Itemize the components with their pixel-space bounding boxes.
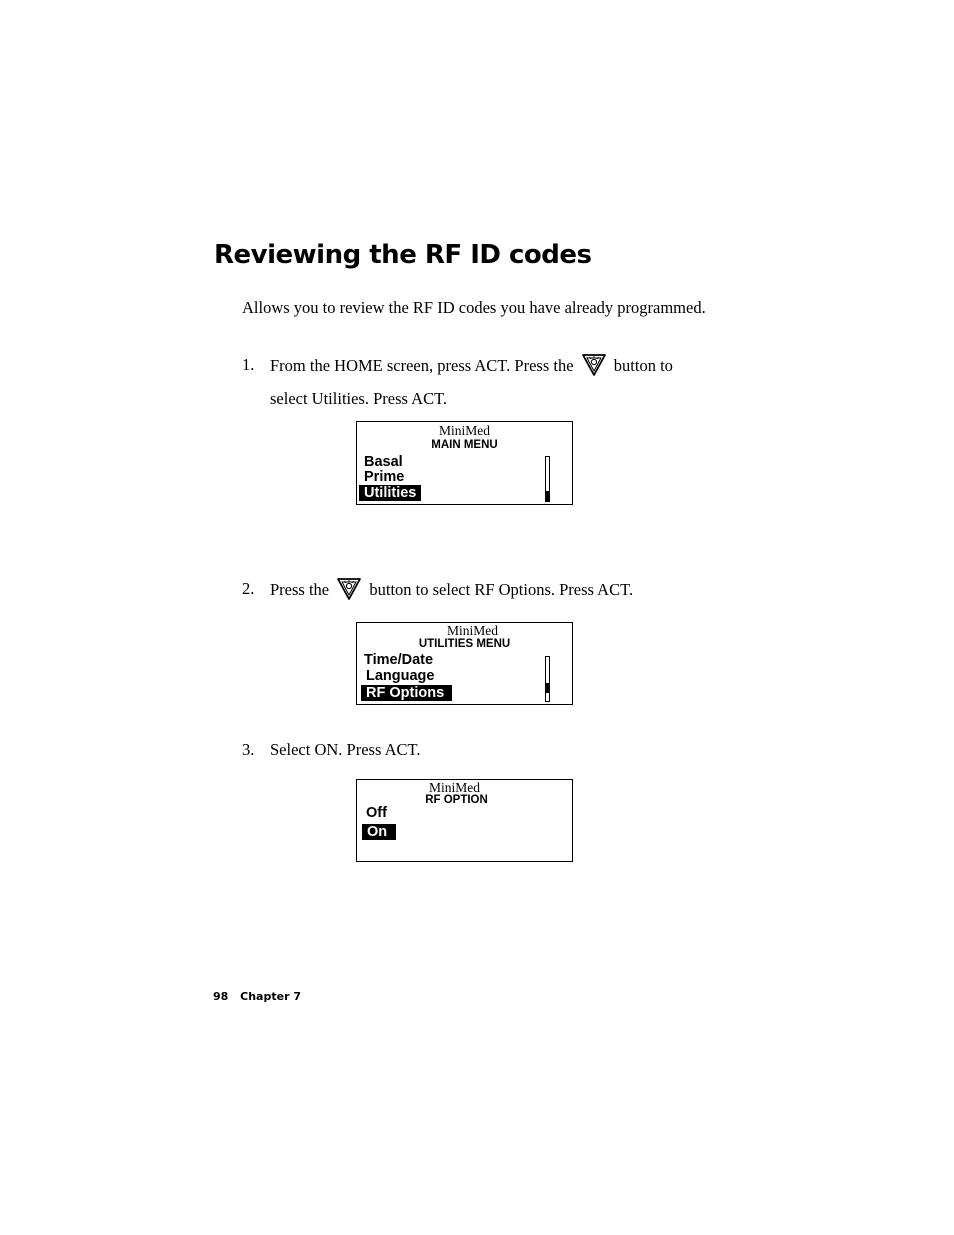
step-text <box>270 351 712 412</box>
menu-item-language[interactable]: Language <box>366 668 435 684</box>
menu-item-prime[interactable]: Prime <box>364 469 405 485</box>
step-1 <box>242 351 712 412</box>
step-number: 1. <box>242 355 255 374</box>
screen-brand: MiniMed <box>438 423 490 438</box>
step-text-before: From the HOME screen, press ACT. Press the <box>270 356 574 375</box>
step-text-before: Press the <box>270 580 330 599</box>
page-footer <box>213 990 301 1003</box>
screen-brand: MiniMed <box>428 780 480 795</box>
scrollbar <box>545 456 550 502</box>
page-number: 98 <box>213 990 229 1003</box>
step-text-after: button to select RF Options. Press ACT. <box>369 580 634 599</box>
screen-title: RF OPTION <box>425 794 488 806</box>
down-arrow-button-icon <box>581 351 607 385</box>
pump-screen-main-menu <box>356 421 573 505</box>
step-text-after: button to select Utilities. Press ACT. <box>270 356 673 408</box>
menu-item-time-date[interactable]: Time/Date <box>364 652 434 668</box>
menu-item-rf-options-selected[interactable]: RF Options <box>361 685 452 701</box>
step-3 <box>242 736 712 763</box>
page-title: Reviewing the RF ID codes <box>214 240 592 270</box>
step-2 <box>242 575 712 609</box>
step-text <box>270 575 712 609</box>
scrollbar-thumb <box>546 683 549 693</box>
step-text-before: Select ON. Press ACT. <box>270 740 421 759</box>
pump-screen-rf-option <box>356 779 573 862</box>
menu-item-basal[interactable]: Basal <box>364 454 403 470</box>
menu-item-on-selected[interactable]: On <box>362 824 396 840</box>
screen-brand: MiniMed <box>446 623 498 638</box>
step-number: 3. <box>242 740 255 759</box>
scrollbar-thumb <box>546 491 549 501</box>
pump-screen-utilities-menu <box>356 622 573 705</box>
menu-item-off[interactable]: Off <box>366 805 387 821</box>
down-arrow-button-icon <box>336 575 362 609</box>
step-text <box>270 736 712 763</box>
intro-paragraph: Allows you to review the RF ID codes you have already programmed. <box>242 298 706 317</box>
scrollbar <box>545 656 550 702</box>
step-number: 2. <box>242 579 255 598</box>
screen-title: UTILITIES MENU <box>418 638 511 650</box>
screen-title: MAIN MENU <box>431 439 498 451</box>
menu-item-utilities-selected[interactable]: Utilities <box>359 485 421 501</box>
chapter-label: Chapter 7 <box>240 990 301 1003</box>
